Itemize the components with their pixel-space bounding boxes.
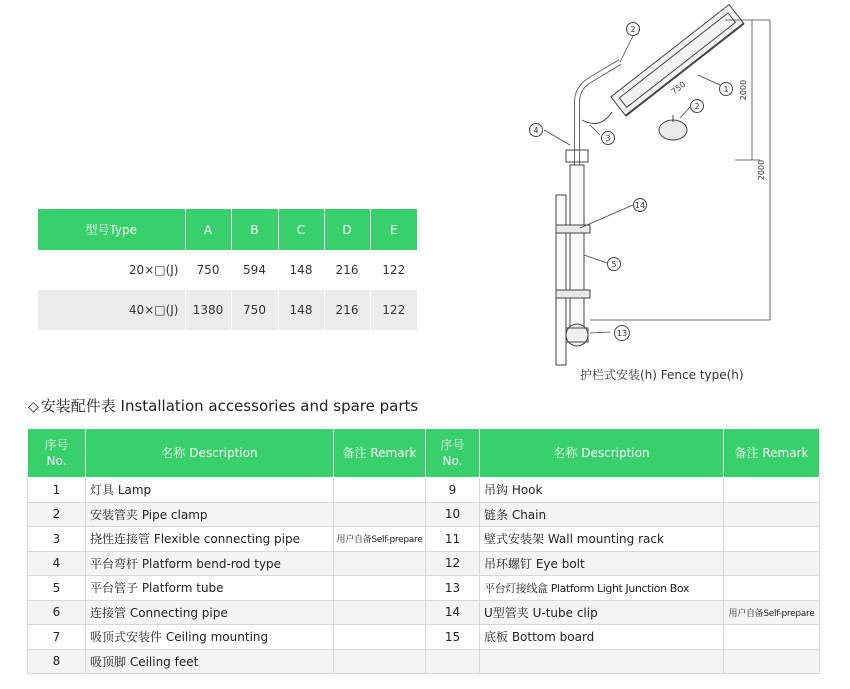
item-remark (334, 600, 426, 625)
item-no: 14 (426, 600, 480, 625)
callout-label: 3 (605, 134, 611, 143)
item-description: 底板 Bottom board (480, 625, 724, 650)
item-no: 8 (28, 649, 86, 674)
table-row (28, 600, 820, 625)
dim-cell-model: 40×□(J) (38, 290, 185, 330)
dim-header-b: B (231, 209, 278, 250)
diamond-icon: ◇ (28, 399, 39, 415)
table-row (28, 551, 820, 576)
dimension-label: 2000 (739, 79, 748, 101)
item-remark (334, 551, 426, 576)
item-description: 链条 Chain (480, 502, 724, 527)
dimension-label: 2000 (757, 159, 766, 181)
item-no: 3 (28, 527, 86, 552)
diagram-caption: 护栏式安装(h) Fence type(h) (580, 368, 744, 382)
item-remark: 用户自备Self-prepare (724, 600, 820, 625)
dim-cell-b: 750 (231, 290, 278, 330)
item-description: U型管夹 U-tube clip (480, 600, 724, 625)
header-remark: 备注 Remark (724, 429, 820, 478)
item-description: 吸顶脚 Ceiling feet (86, 649, 334, 674)
item-description: 平台灯接线盒 Platform Light Junction Box (480, 576, 724, 601)
item-no (426, 649, 480, 674)
item-description: 灯具 Lamp (86, 478, 334, 503)
item-remark (724, 576, 820, 601)
item-description: 吸顶式安装件 Ceiling mounting (86, 625, 334, 650)
dim-header-type: 型号Type (38, 209, 185, 250)
item-description: 吊环螺钉 Eye bolt (480, 551, 724, 576)
dim-header-e: E (370, 209, 417, 250)
item-remark: 用户自备Self-prepare (334, 527, 426, 552)
item-description: 连接管 Connecting pipe (86, 600, 334, 625)
item-description (480, 649, 724, 674)
table-row (28, 625, 820, 650)
header-no: 序号 No. (426, 429, 480, 478)
dim-cell-c: 148 (278, 250, 324, 290)
accessories-header-row (28, 429, 820, 478)
item-no: 15 (426, 625, 480, 650)
callout-label: 13 (616, 329, 628, 338)
dimension-table (38, 209, 417, 330)
dim-header-d: D (324, 209, 370, 250)
item-no: 2 (28, 502, 86, 527)
item-description: 吊钩 Hook (480, 478, 724, 503)
table-row (28, 478, 820, 503)
item-remark (724, 502, 820, 527)
item-remark (724, 649, 820, 674)
dimension-row (38, 290, 417, 330)
dim-cell-a: 750 (185, 250, 231, 290)
header-remark: 备注 Remark (334, 429, 426, 478)
item-description: 挠性连接管 Flexible connecting pipe (86, 527, 334, 552)
header-description: 名称 Description (86, 429, 334, 478)
section-title (28, 395, 418, 416)
dim-cell-c: 148 (278, 290, 324, 330)
dim-cell-e: 122 (370, 250, 417, 290)
item-no: 13 (426, 576, 480, 601)
dim-cell-b: 594 (231, 250, 278, 290)
header-description: 名称 Description (480, 429, 724, 478)
item-remark (724, 625, 820, 650)
callout-label: 14 (634, 201, 646, 210)
item-no: 4 (28, 551, 86, 576)
table-row (28, 576, 820, 601)
callout-label: 1 (723, 85, 729, 94)
callout-label: 2 (694, 102, 700, 111)
callout-label: 2 (630, 25, 636, 34)
item-description: 平台管子 Platform tube (86, 576, 334, 601)
item-description: 平台弯杆 Platform bend-rod type (86, 551, 334, 576)
dim-cell-a: 1380 (185, 290, 231, 330)
item-no: 7 (28, 625, 86, 650)
item-remark (334, 649, 426, 674)
dim-header-a: A (185, 209, 231, 250)
dim-cell-d: 216 (324, 290, 370, 330)
item-no: 1 (28, 478, 86, 503)
dim-cell-model: 20×□(J) (38, 250, 185, 290)
item-remark (334, 625, 426, 650)
dim-header-c: C (278, 209, 324, 250)
item-remark (334, 502, 426, 527)
dim-cell-e: 122 (370, 290, 417, 330)
item-no: 10 (426, 502, 480, 527)
callout-label: 4 (533, 126, 539, 135)
item-no: 11 (426, 527, 480, 552)
item-description: 壁式安装架 Wall mounting rack (480, 527, 724, 552)
dimension-label: 750 (669, 79, 688, 97)
dimension-header-row (38, 209, 417, 250)
table-row (28, 649, 820, 674)
table-row (28, 502, 820, 527)
item-remark (334, 478, 426, 503)
table-row (28, 527, 820, 552)
item-no: 9 (426, 478, 480, 503)
item-no: 5 (28, 576, 86, 601)
item-remark (724, 527, 820, 552)
item-remark (334, 576, 426, 601)
installation-diagram (520, 0, 850, 390)
item-description: 安装管夹 Pipe clamp (86, 502, 334, 527)
item-no: 12 (426, 551, 480, 576)
dimension-row (38, 250, 417, 290)
accessories-table (27, 428, 820, 674)
section-title-text: 安装配件表 Installation accessories and spare parts (40, 397, 419, 415)
callout-label: 5 (611, 260, 617, 269)
dim-cell-d: 216 (324, 250, 370, 290)
header-no: 序号 No. (28, 429, 86, 478)
item-no: 6 (28, 600, 86, 625)
item-remark (724, 551, 820, 576)
item-remark (724, 478, 820, 503)
